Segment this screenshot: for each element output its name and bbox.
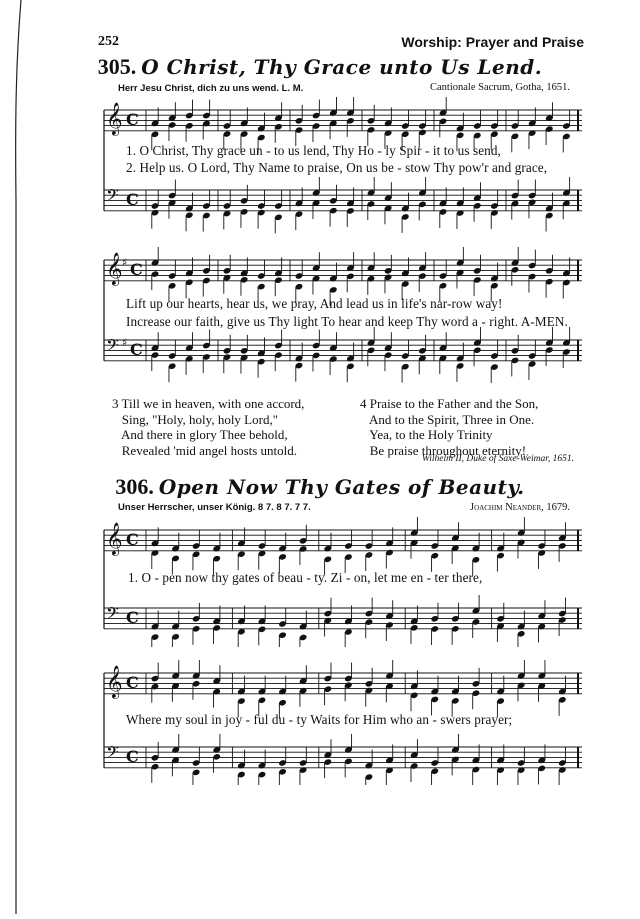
hymn-306-name: Open Now Thy Gates of Beauty. bbox=[158, 475, 525, 499]
hymn-305-author: Wilhelm II, Duke of Saxe-Weimar, 1651. bbox=[421, 454, 574, 464]
treble-clef-icon: 𝄞 bbox=[106, 102, 123, 135]
hymn-305-source: Cantionale Sacrum, Gotha, 1651. bbox=[430, 82, 570, 93]
common-time-icon: C bbox=[126, 110, 139, 129]
lyric-line: 1. O Christ, Thy grace un - to us lend, Thy Ho - ly Spir - it to us send, bbox=[126, 143, 501, 158]
hymn-305-number: 305. bbox=[97, 54, 137, 79]
common-time-icon: C bbox=[126, 190, 139, 209]
common-time-icon: C bbox=[130, 260, 143, 279]
hymn-305-name: O Christ, Thy Grace unto Us Lend. bbox=[141, 55, 543, 79]
lyric-line: Lift up our hearts, hear us, we pray, And lead us in life's nar-row way! bbox=[126, 296, 503, 311]
common-time-icon: C bbox=[126, 747, 139, 766]
treble-clef-icon: 𝄞 bbox=[106, 252, 123, 285]
hymn-305-tune: Herr Jesu Christ, dich zu uns wend. L. M. bbox=[118, 83, 304, 94]
hymn-306-tune: Unser Herrscher, unser König. 8 7. 8 7. 7 7. bbox=[118, 502, 311, 513]
bass-clef-icon: 𝄢 bbox=[106, 742, 119, 766]
bass-clef-icon: 𝄢 bbox=[106, 603, 119, 627]
common-time-icon: C bbox=[130, 340, 143, 359]
running-head: Worship: Prayer and Praise bbox=[401, 34, 584, 50]
sharp-icon: ♯ bbox=[122, 256, 128, 269]
lyric-line: 1. O - pen now thy gates of beau - ty. Zi - on, let me en - ter there, bbox=[128, 570, 483, 585]
lyric-line: 2. Help us. O Lord, Thy Name to praise, On us be - stow Thy pow'r and grace, bbox=[126, 160, 548, 175]
bass-clef-icon: 𝄢 bbox=[106, 185, 119, 209]
sharp-icon: ♯ bbox=[122, 336, 128, 349]
common-time-icon: C bbox=[126, 673, 139, 692]
page-number: 252 bbox=[98, 34, 119, 49]
hymn-306-title bbox=[0, 474, 640, 500]
treble-clef-icon: 𝄞 bbox=[106, 665, 123, 698]
hymn-306-number: 306. bbox=[115, 474, 154, 499]
common-time-icon: C bbox=[126, 530, 139, 549]
treble-clef-icon: 𝄞 bbox=[106, 522, 123, 555]
common-time-icon: C bbox=[126, 608, 139, 627]
stanza-3: 3 Till we in heaven, with one accord, Sing, "Holy, holy, holy Lord," And there in glory Thee behold, Revealed 'mid angel hosts untold. bbox=[112, 396, 305, 458]
stanza-4: 4 Praise to the Father and the Son, And to the Spirit, Three in One. Yea, to the Holy Trinity Be praise throughout eternity! bbox=[360, 396, 539, 458]
lyric-line: Where my soul in joy - ful du - ty Waits for Him who an - swers prayer; bbox=[126, 712, 513, 727]
hymn-305-title bbox=[0, 54, 640, 80]
lyric-line: Increase our faith, give us Thy light To hear and keep Thy word a - right. A-MEN. bbox=[126, 314, 568, 329]
page-edge bbox=[12, 0, 22, 914]
bass-clef-icon: 𝄢 bbox=[106, 335, 119, 359]
hymn-306-author: Joachim Neander, 1679. bbox=[470, 502, 570, 513]
